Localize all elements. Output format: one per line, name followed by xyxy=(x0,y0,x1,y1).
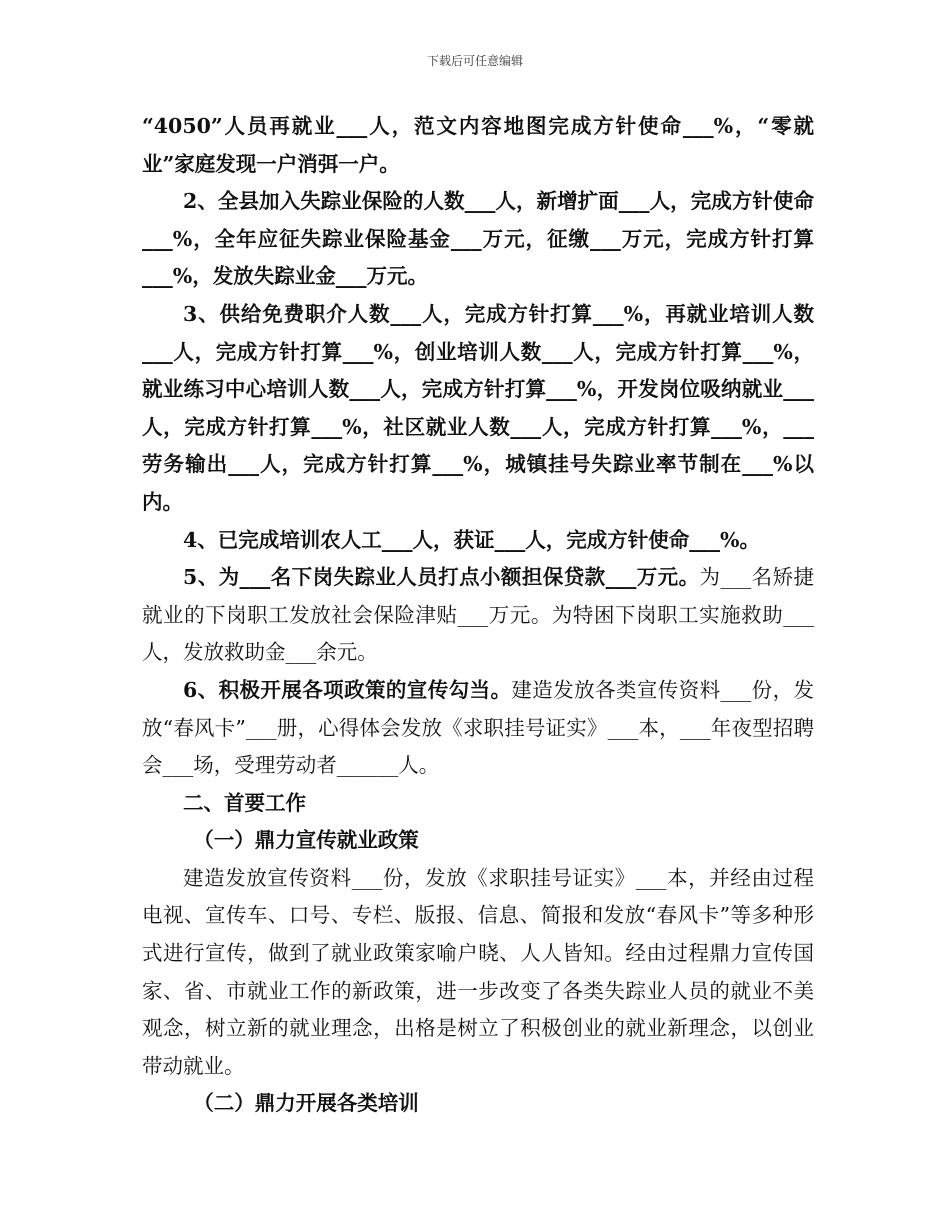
paragraph-item-6-lead: 6、积极开展各项政策的宣传勾当。 xyxy=(183,677,512,702)
paragraph-policy-publicity: 建造发放宣传资料___份，发放《求职挂号证实》___本，并经由过程电视、宣传车、口号、专栏、版报、信息、简报和发放“春风卡”等多种形式进行宣传，做到了就业政策家喻户晓、人人皆知。经由过程鼎力宣传国家、省、市就业工作的新政策，进一步改变了各类失踪业人员的就业不美观念，树立新的就业理念，出格是树立了积极创业的就业新理念，以创业带动就业。 xyxy=(142,865,814,1078)
subsection-heading-policy-publicity: （一）鼎力宣传就业政策 xyxy=(193,828,419,853)
paragraph-item-5-lead: 5、为___名下岗失踪业人员打点小额担保贷款___万元。 xyxy=(183,565,700,590)
paragraph-item-5-body: 为___名矫捷就业的下岗职工发放社会保险津贴___万元。为特困下岗职工实施救助___人，发放救助金___余元。 xyxy=(142,565,815,665)
paragraph-item-4-migrant-training: 4、已完成培训农人工___人，获证___人，完成方针使命___%。 xyxy=(183,527,760,552)
section-heading-main-work: 二、首要工作 xyxy=(183,790,306,815)
paragraph-item-5-loans xyxy=(142,559,814,672)
document-body xyxy=(142,108,814,1123)
subsection-heading-training: （二）鼎力开展各类培训 xyxy=(193,1091,419,1116)
paragraph-item-6-publicity xyxy=(142,672,814,785)
paragraph-item-3-job-services: 3、供给免费职介人数___人，完成方针打算___%，再就业培训人数___人，完成方针打算___%，创业培训人数___人，完成方针打算___%，就业练习中心培训人数___人，完成方针打算___%，开发岗位吸纳就业___人，完成方针打算___%，社区就业人数___人，完成方针打算___%，___劳务输出___人，完成方针打算___%，城镇挂号失踪业率节制在___%以内。 xyxy=(142,301,814,514)
page-header: 下载后可任意编辑 xyxy=(426,54,523,68)
paragraph-item-6-body: 建造发放各类宣传资料___份，发放“春风卡”___册，心得体会发放《求职挂号证实》___本，___年夜型招聘会___场，受理劳动者______人。 xyxy=(142,677,815,778)
paragraph-4050-reemployment: “4050”人员再就业___人，范文内容地图完成方针使命___%，“零就业”家庭发现一户消弭一户。 xyxy=(142,114,814,176)
paragraph-item-2-unemployment-insurance: 2、全县加入失踪业保险的人数___人，新增扩面___人，完成方针使命___%，全年应征失踪业保险基金___万元，征缴___万元，完成方针打算___%，发放失踪业金___万元。 xyxy=(142,189,814,289)
